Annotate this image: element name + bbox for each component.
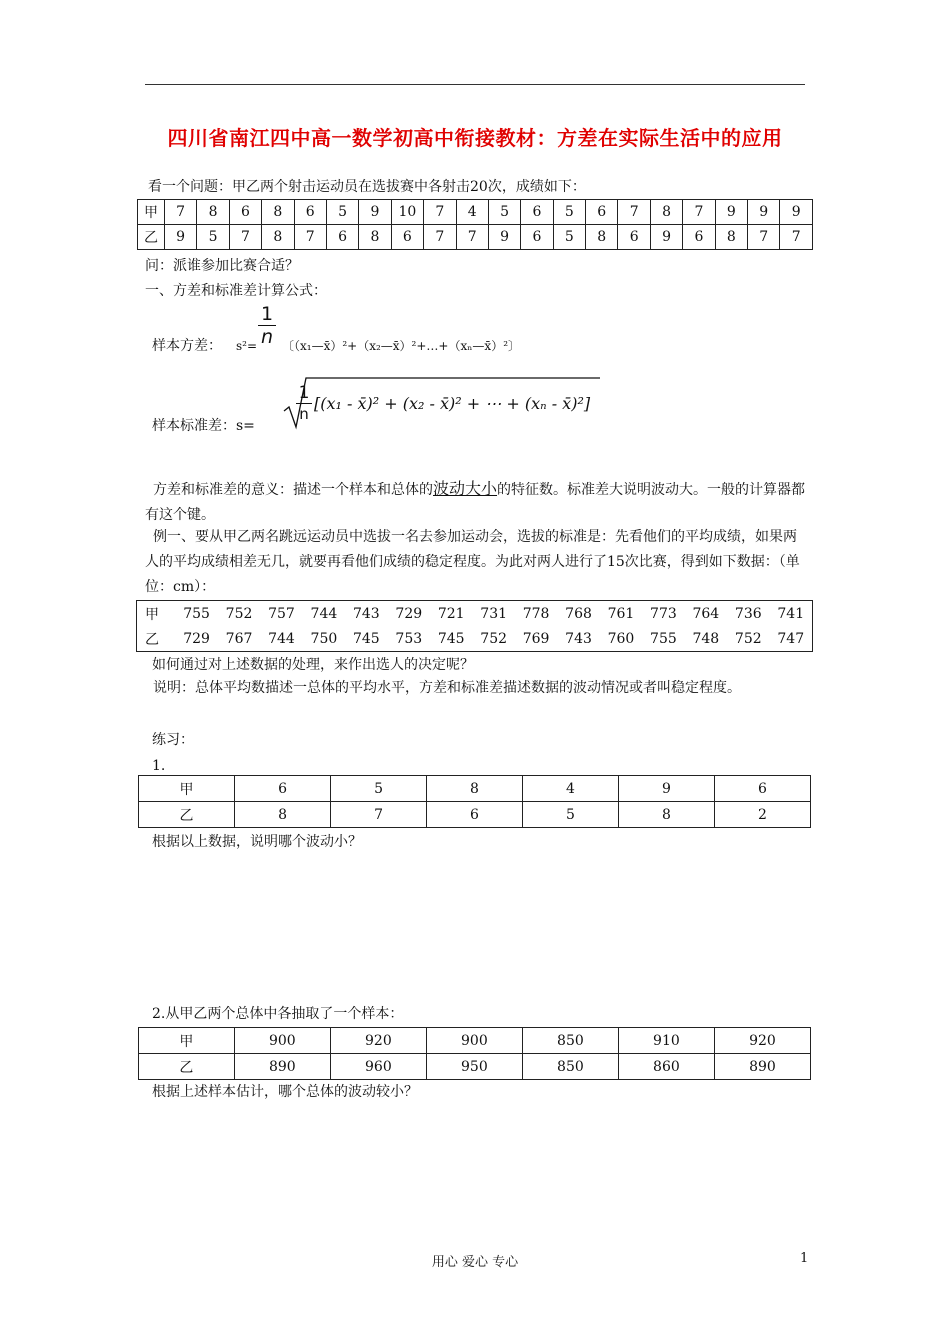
table-cell: 960 bbox=[330, 1054, 426, 1080]
variance-s2: s²= bbox=[236, 339, 258, 353]
table-row bbox=[139, 1054, 811, 1080]
table-cell: 768 bbox=[565, 605, 592, 622]
table-cell: 7 bbox=[780, 225, 813, 250]
practice-1-question: 根据以上数据，说明哪个波动小？ bbox=[152, 834, 362, 850]
practice-1-table bbox=[138, 775, 811, 828]
jump-table bbox=[136, 600, 813, 652]
table-cell: 752 bbox=[734, 630, 762, 647]
stddev-denominator: n bbox=[299, 405, 309, 423]
table-cell: 8 bbox=[715, 225, 747, 250]
table-cell: 6 bbox=[521, 200, 553, 225]
section-heading: 一、方差和标准差计算公式： bbox=[145, 283, 327, 299]
table-cell: 6 bbox=[521, 225, 553, 250]
table-cell: 6 bbox=[586, 200, 618, 225]
variance-label: 样本方差： bbox=[152, 338, 222, 354]
table-cell: 5 bbox=[553, 225, 585, 250]
table-cell: 755 bbox=[183, 605, 210, 622]
example-paragraph: 例一、要从甲乙两名跳远运动员中选拔一名去参加运动会，选拔的标准是：先看他们的平均成绩，如果两人的平均成绩相差无几，就要再看他们成绩的稳定程度。为此对两人进行了15次比赛，得到如下数据：（单位：cm）： bbox=[145, 529, 800, 595]
table-cell: 6 bbox=[235, 776, 331, 802]
table-cell: 900 bbox=[426, 1028, 522, 1054]
table-cell: 950 bbox=[426, 1054, 522, 1080]
table-cell: 769 bbox=[522, 630, 550, 647]
table-cell: 721 bbox=[437, 605, 465, 622]
table-cell: 4 bbox=[523, 776, 619, 802]
table-cell: 9 bbox=[359, 200, 391, 225]
table-cell: 10 bbox=[391, 200, 423, 225]
table-cell: 5 bbox=[488, 200, 520, 225]
table-cell: 5 bbox=[331, 776, 427, 802]
stddev-label: 样本标准差：s= bbox=[152, 418, 255, 434]
table-cell: 8 bbox=[197, 200, 229, 225]
table-cell: 7 bbox=[424, 225, 456, 250]
meaning-pre: 方差和标准差的意义：描述一个样本和总体的 bbox=[153, 482, 433, 498]
table-cell: 748 bbox=[692, 630, 720, 647]
table-row bbox=[139, 802, 811, 828]
table-cell: 850 bbox=[522, 1028, 618, 1054]
table-cell: 6 bbox=[391, 225, 423, 250]
variance-denominator: n bbox=[260, 326, 274, 348]
table-cell: 752 bbox=[225, 605, 253, 622]
table-cell: 890 bbox=[234, 1054, 330, 1080]
table-cell: 743 bbox=[352, 605, 380, 622]
table-cell: 731 bbox=[480, 605, 508, 622]
table-cell: 7 bbox=[229, 225, 261, 250]
table-cell: 860 bbox=[618, 1054, 714, 1080]
footer-center: 用心 爱心 专心 bbox=[431, 1255, 519, 1270]
table-cell: 5 bbox=[523, 802, 619, 828]
row-label: 甲 bbox=[138, 200, 165, 225]
table-cell: 6 bbox=[683, 225, 715, 250]
table-cell: 8 bbox=[235, 802, 331, 828]
table-cell: 900 bbox=[234, 1028, 330, 1054]
table-cell: 9 bbox=[164, 225, 196, 250]
stddev-body: [(x₁ - x̄)² + (x₂ - x̄)² + ⋯ + (xₙ - x̄)²] bbox=[314, 394, 591, 413]
table-cell: 2 bbox=[714, 802, 810, 828]
table-cell: 9 bbox=[780, 200, 813, 225]
table-cell: 755 bbox=[650, 630, 677, 647]
practice-1-number: 1. bbox=[152, 758, 166, 774]
row-label: 乙 bbox=[139, 802, 235, 828]
table-cell: 757 bbox=[268, 605, 295, 622]
table-cell: 8 bbox=[650, 200, 682, 225]
stddev-numerator: 1 bbox=[296, 383, 312, 404]
table-cell: 7 bbox=[294, 225, 326, 250]
question-text: 问：派谁参加比赛合适？ bbox=[145, 258, 299, 274]
variance-body: 〔（x₁—x̄）²+（x₂—x̄）²+…+（xₙ—x̄）²〕 bbox=[282, 339, 521, 353]
table-cell: 767 bbox=[225, 630, 253, 647]
row-label: 乙 bbox=[138, 225, 165, 250]
table-cell: 7 bbox=[331, 802, 427, 828]
page-number: 1 bbox=[800, 1251, 809, 1266]
table-row bbox=[137, 626, 813, 652]
table-cell: 7 bbox=[618, 200, 650, 225]
header-rule bbox=[145, 84, 805, 85]
table-row bbox=[138, 200, 813, 225]
table-cell: 778 bbox=[522, 605, 550, 622]
table-row bbox=[139, 1028, 811, 1054]
table-cell: 773 bbox=[650, 605, 677, 622]
table-cell: 745 bbox=[437, 630, 465, 647]
table-cell: 764 bbox=[692, 605, 720, 622]
table-cell: 8 bbox=[262, 200, 294, 225]
table-cell: 7 bbox=[683, 200, 715, 225]
table-cell: 9 bbox=[650, 225, 682, 250]
table-cell: 736 bbox=[734, 605, 762, 622]
table-row bbox=[138, 225, 813, 250]
variance-numerator: 1 bbox=[258, 303, 276, 326]
table-cell: 744 bbox=[268, 630, 295, 647]
variance-fraction bbox=[258, 303, 276, 348]
table-cell: 8 bbox=[427, 776, 523, 802]
table-cell: 747 bbox=[777, 630, 805, 647]
meaning-post: 的特征数。标准差大说明波动大。一般的计算器都有这个键。 bbox=[145, 482, 806, 523]
table-cell: 7 bbox=[164, 200, 196, 225]
table-cell: 9 bbox=[715, 200, 747, 225]
table-cell: 920 bbox=[330, 1028, 426, 1054]
table-cell: 910 bbox=[618, 1028, 714, 1054]
table-cell: 750 bbox=[310, 630, 338, 647]
practice-2-table bbox=[138, 1027, 811, 1080]
table-cell: 5 bbox=[326, 200, 358, 225]
table-row bbox=[137, 601, 813, 627]
table-cell: 6 bbox=[294, 200, 326, 225]
table-cell: 729 bbox=[183, 630, 210, 647]
row-label: 乙 bbox=[139, 1054, 235, 1080]
table-cell: 6 bbox=[229, 200, 261, 225]
table-cell: 890 bbox=[714, 1054, 810, 1080]
explain-paragraph: 说明：总体平均数描述一总体的平均水平，方差和标准差描述数据的波动情况或者叫稳定程度。 bbox=[153, 680, 741, 696]
page-title: 四川省南江四中高一数学初高中衔接教材：方差在实际生活中的应用 bbox=[167, 126, 783, 150]
table-cell: 7 bbox=[456, 225, 488, 250]
row-label: 乙 bbox=[145, 631, 159, 648]
table-cell: 8 bbox=[618, 802, 714, 828]
table-cell: 6 bbox=[714, 776, 810, 802]
intro-text: 看一个问题：甲乙两个射击运动员在选拔赛中各射击20次，成绩如下： bbox=[148, 179, 586, 195]
practice-2-intro: 2.从甲乙两个总体中各抽取了一个样本： bbox=[152, 1006, 404, 1022]
table-cell: 5 bbox=[553, 200, 585, 225]
table-cell: 729 bbox=[395, 605, 423, 622]
table-cell: 9 bbox=[618, 776, 714, 802]
row-label: 甲 bbox=[145, 606, 159, 623]
table-cell: 752 bbox=[480, 630, 508, 647]
row-label: 甲 bbox=[139, 1028, 235, 1054]
table-cell: 7 bbox=[424, 200, 456, 225]
table-cell: 9 bbox=[488, 225, 520, 250]
row-label: 甲 bbox=[139, 776, 235, 802]
practice-heading: 练习： bbox=[152, 732, 194, 748]
table-cell: 743 bbox=[565, 630, 592, 647]
table-cell: 6 bbox=[618, 225, 650, 250]
table-cell: 5 bbox=[197, 225, 229, 250]
stddev-fraction bbox=[296, 383, 312, 424]
table-cell: 6 bbox=[427, 802, 523, 828]
shooting-table bbox=[137, 199, 813, 250]
table-cell: 4 bbox=[456, 200, 488, 225]
table-cell: 9 bbox=[748, 200, 780, 225]
table-cell: 8 bbox=[262, 225, 294, 250]
table-cell: 744 bbox=[310, 605, 338, 622]
table-cell: 760 bbox=[607, 630, 635, 647]
table-cell: 753 bbox=[395, 630, 423, 647]
table-cell: 8 bbox=[586, 225, 618, 250]
how-text: 如何通过对上述数据的处理，来作出选人的决定呢？ bbox=[152, 657, 474, 673]
table-cell: 761 bbox=[607, 605, 635, 622]
meaning-emphasis: 波动大小 bbox=[433, 479, 498, 498]
table-cell: 920 bbox=[714, 1028, 810, 1054]
table-cell: 741 bbox=[777, 605, 805, 622]
meaning-paragraph bbox=[145, 476, 810, 528]
practice-2-question: 根据上述样本估计，哪个总体的波动较小？ bbox=[152, 1084, 418, 1100]
table-cell: 6 bbox=[326, 225, 358, 250]
table-cell: 8 bbox=[359, 225, 391, 250]
table-cell: 7 bbox=[748, 225, 780, 250]
table-row bbox=[139, 776, 811, 802]
table-cell: 850 bbox=[522, 1054, 618, 1080]
table-cell: 745 bbox=[352, 630, 380, 647]
